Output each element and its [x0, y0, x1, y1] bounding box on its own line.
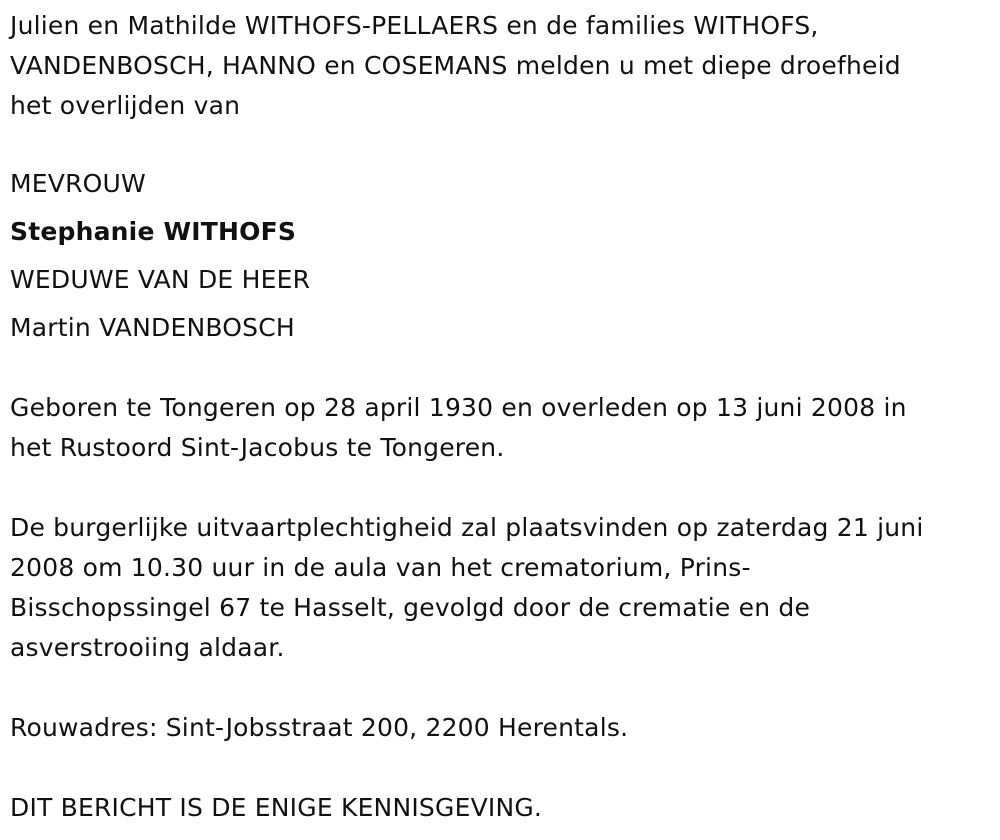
- ceremony-paragraph: [10, 508, 985, 668]
- closing-notice: DIT BERICHT IS DE ENIGE KENNISGEVING.: [10, 793, 543, 822]
- birth-death-line: Geboren te Tongeren op 28 april 1930 en overleden op 13 juni 2008 in: [10, 393, 907, 422]
- ceremony-line: Bisschopssingel 67 te Hasselt, gevolgd door de crematie en de: [10, 593, 811, 622]
- ceremony-line: De burgerlijke uitvaartplechtigheid zal plaatsvinden op zaterdag 21 juni: [10, 513, 924, 542]
- birth-death-paragraph: [10, 388, 985, 468]
- intro-line: Julien en Mathilde WITHOFS-PELLAERS en de families WITHOFS,: [10, 11, 819, 40]
- intro-line: VANDENBOSCH, HANNO en COSEMANS melden u met diepe droefheid: [10, 51, 901, 80]
- intro-paragraph: [10, 6, 985, 126]
- obituary-notice: [10, 6, 985, 828]
- widow-of-label: WEDUWE VAN DE HEER: [10, 265, 311, 294]
- ceremony-line: asverstrooiing aldaar.: [10, 633, 285, 662]
- ceremony-line: 2008 om 10.30 uur in de aula van het crematorium, Prins-: [10, 553, 751, 582]
- intro-line: het overlijden van: [10, 91, 241, 120]
- deceased-block: [10, 160, 985, 352]
- mourning-address: Rouwadres: Sint-Jobsstraat 200, 2200 Herentals.: [10, 713, 629, 742]
- honorific: MEVROUW: [10, 169, 146, 198]
- spouse-name: Martin VANDENBOSCH: [10, 313, 295, 342]
- birth-death-line: het Rustoord Sint-Jacobus te Tongeren.: [10, 433, 505, 462]
- deceased-name: Stephanie WITHOFS: [10, 217, 297, 246]
